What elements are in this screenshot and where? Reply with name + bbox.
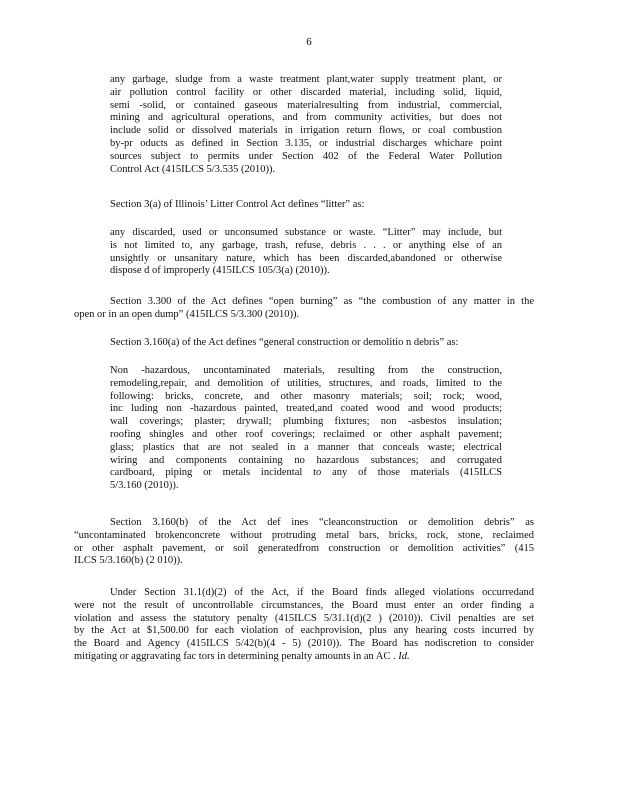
open-burning-paragraph	[74, 296, 534, 322]
gccdd-intro-paragraph	[110, 337, 458, 350]
quote-line: is not limited to, any garbage, trash, refuse, debris . . . or anything else of an	[110, 239, 502, 251]
quote-line: mining and agricultural operations, and from community activities, but does not	[110, 112, 502, 124]
litter-intro-paragraph	[110, 199, 364, 212]
paragraph-line: Section 3.160(a) of the Act defines “general construction or demolitio n debris” as:	[110, 337, 459, 348]
quote-line: sources subject to permits under Section 402 of the Federal Water Pollution	[110, 150, 502, 162]
quote-line: Control Act (415ILCS 5/3.535 (2010)).	[110, 163, 276, 175]
paragraph-line: the Board and Agency (415ILCS 5/42(b)(4 - 5) (2010)). The Board has nodiscretion to consider	[74, 638, 534, 650]
quote-line: Non -hazardous, uncontaminated materials, resulting from the construction,	[110, 365, 502, 376]
paragraph-line: violation and assess the statutory penalty (415ILCS 5/31.1(d)(2 ) (2010)). Civil penalties are set	[74, 612, 534, 624]
page-number: 6	[306, 36, 312, 48]
quote-line: glass; plastics that are not sealed in a manner that conceals waste; electrical	[110, 441, 502, 453]
paragraph-line: ILCS 5/3.160(b) (2 010)).	[74, 555, 183, 567]
paragraph-line: mitigating or aggravating fac tors in determining penalty amounts in an AC . Id.	[74, 650, 410, 662]
quote-gccdd-definition	[110, 365, 502, 493]
quote-line: unsightly or unsanitary nature, which has been discarded,abandoned or otherwise	[110, 252, 502, 264]
quote-line: wall coverings; plaster; drywall; plumbing fixtures; non -asbestos insulation;	[110, 416, 502, 428]
quote-line: semi -solid, or contained gaseous materialresulting from industrial, commercial,	[110, 99, 502, 111]
quote-line: roofing shingles and other roof coverings; reclaimed or other asphalt pavement;	[110, 428, 502, 440]
paragraph-line: were not the result of uncontrollable circumstances, the Board must enter an order finding a	[74, 599, 534, 611]
quote-line: dispose d of improperly (415ILCS 105/3(a) (2010)).	[110, 265, 330, 277]
paragraph-line: Section 3.160(b) of the Act def ines “cleanconstruction or demolition debris” as	[110, 517, 534, 528]
paragraph-line: by the Act at $1,500.00 for each violation of eachprovision, plus any hearing costs incurred by	[74, 625, 534, 637]
quote-line: inc luding non -hazardous painted, treated,and coated wood and wood products;	[110, 403, 502, 415]
quote-waste-definition	[110, 74, 502, 176]
quote-litter-definition	[110, 227, 502, 278]
quote-line: by-pr oducts as defined in Section 3.135, or industrial discharges whichare point	[110, 137, 502, 149]
paragraph-line: or other asphalt pavement, or soil generatedfrom construction or demolition activities” (415	[74, 542, 534, 554]
quote-line: air pollution control facility or other discarded material, including solid, liquid,	[110, 86, 502, 98]
paragraph-line: Under Section 31.1(d)(2) of the Act, if the Board finds alleged violations occurredand	[110, 587, 534, 598]
quote-line: any discarded, used or unconsumed substance or waste. “Litter” may include, but	[110, 227, 502, 238]
paragraph-line: Section 3(a) of Illinois’ Litter Control Act defines “litter” as:	[110, 199, 365, 210]
paragraph-line: Section 3.300 of the Act defines “open burning” as “the combustion of any matter in the	[110, 296, 534, 307]
paragraph-line: open or in an open dump” (415ILCS 5/3.300 (2010)).	[74, 308, 300, 320]
quote-line: cardboard, piping or metals incidental to any of those materials (415ILCS	[110, 467, 502, 479]
quote-line: 5/3.160 (2010)).	[110, 480, 179, 492]
quote-line: remodeling,repair, and demolition of utilities, structures, and roads, limited to the	[110, 377, 502, 389]
cccdd-paragraph	[74, 517, 534, 568]
paragraph-line: “uncontaminated brokenconcrete without protruding metal bars, bricks, rock, stone, reclaimed	[74, 529, 534, 541]
quote-line: wiring and components containing no hazardous substances; and corrugated	[110, 454, 502, 466]
case-citation-id: Id.	[398, 650, 410, 662]
quote-line: following: bricks, concrete, and other masonry materials; soil; rock; wood,	[110, 390, 502, 402]
quote-line: any garbage, sludge from a waste treatment plant,water supply treatment plant, or	[110, 74, 502, 85]
quote-line: include solid or dissolved materials in irrigation return flows, or coal combustion	[110, 125, 502, 137]
penalty-paragraph	[74, 587, 534, 664]
